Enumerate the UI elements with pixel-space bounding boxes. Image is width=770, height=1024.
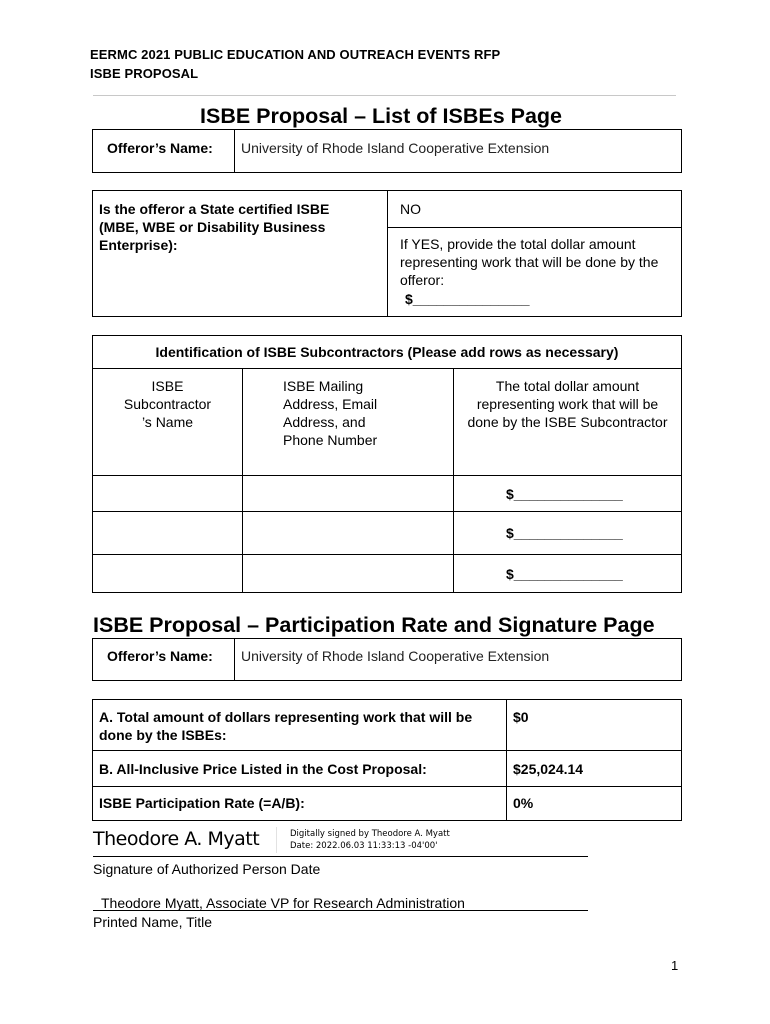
certified-answer: NO — [400, 201, 421, 217]
total-isbe-value: $0 — [507, 700, 682, 751]
subcontractors-heading: Identification of ISBE Subcontractors (Please add rows as necessary) — [93, 336, 682, 369]
printed-name-line — [93, 910, 588, 911]
row-name-cell — [93, 476, 243, 512]
participation-table — [92, 699, 682, 821]
row-amount-cell: $______________ — [454, 512, 682, 555]
table-row — [93, 787, 682, 821]
certified-isbe-box — [92, 190, 682, 317]
row-name-cell — [93, 555, 243, 593]
signature-caption: Signature of Authorized Person Date — [93, 861, 321, 877]
digital-signature-line-1: Digitally signed by Theodore A. Myatt — [290, 829, 450, 839]
total-isbe-label: A. Total amount of dollars representing work that will be done by the ISBEs: — [93, 700, 507, 751]
table-row — [93, 512, 682, 555]
header-line-2: ISBE PROPOSAL — [90, 66, 199, 81]
digital-signature-line-2: Date: 2022.06.03 11:33:13 -04'00' — [290, 841, 438, 851]
offeror-divider-2 — [234, 639, 235, 680]
page-number: 1 — [671, 958, 679, 973]
if-yes-text: If YES, provide the total dollar amount representing work that will be done by the offeror: — [400, 236, 659, 288]
offeror-name-label: Offeror’s Name: — [107, 140, 213, 156]
printed-name-caption: Printed Name, Title — [93, 914, 213, 930]
row-name-cell — [93, 512, 243, 555]
offeror-name-value: University of Rhode Island Cooperative Extension — [241, 140, 550, 156]
col-header-amount-text: The total dollar amount representing work that will be done by the ISBE Subcontractor — [467, 378, 668, 430]
col-header-address — [243, 369, 454, 476]
participation-rate-label: ISBE Participation Rate (=A/B): — [93, 787, 507, 821]
offeror-divider — [234, 130, 235, 172]
signature-name: Theodore A. Myatt — [93, 828, 260, 850]
table-row — [93, 476, 682, 512]
header-line-1: EERMC 2021 PUBLIC EDUCATION AND OUTREACH EVENTS RFP — [90, 47, 501, 62]
col-header-name — [93, 369, 243, 476]
offeror-name-box-2 — [92, 638, 682, 681]
row-address-cell — [243, 555, 454, 593]
signature-line — [93, 856, 588, 857]
header-divider — [93, 95, 676, 96]
participation-rate-value: 0% — [507, 787, 682, 821]
table-row — [93, 555, 682, 593]
col-header-name-text: ISBE Subcontractor ’s Name — [123, 378, 212, 430]
subcontractors-table — [92, 335, 682, 593]
row-amount-cell: $______________ — [454, 476, 682, 512]
table-row — [93, 751, 682, 787]
row-amount-cell: $______________ — [454, 555, 682, 593]
col-header-address-text: ISBE Mailing Address, Email Address, and Phone Number — [283, 378, 378, 448]
col-header-amount — [454, 369, 682, 476]
offeror-name-label-2: Offeror’s Name: — [107, 648, 213, 664]
all-inclusive-price-value: $25,024.14 — [507, 751, 682, 787]
printed-name-value: Theodore Myatt, Associate VP for Research Administration — [101, 895, 465, 911]
certified-question: Is the offeror a State certified ISBE (MBE, WBE or Disability Business Enterprise): — [99, 201, 330, 253]
section1-title: ISBE Proposal – List of ISBEs Page — [200, 104, 563, 128]
row-address-cell — [243, 476, 454, 512]
section2-title: ISBE Proposal – Participation Rate and Signature Page — [93, 613, 655, 637]
row-address-cell — [243, 512, 454, 555]
certified-divider — [387, 191, 388, 316]
if-yes-amount: $_______________ — [405, 291, 530, 307]
table-row — [93, 700, 682, 751]
offeror-name-value-2: University of Rhode Island Cooperative Extension — [241, 648, 550, 664]
all-inclusive-price-label: B. All-Inclusive Price Listed in the Cost Proposal: — [93, 751, 507, 787]
offeror-name-box — [92, 129, 682, 173]
signature-separator — [276, 827, 291, 853]
certified-row-divider — [388, 227, 681, 228]
